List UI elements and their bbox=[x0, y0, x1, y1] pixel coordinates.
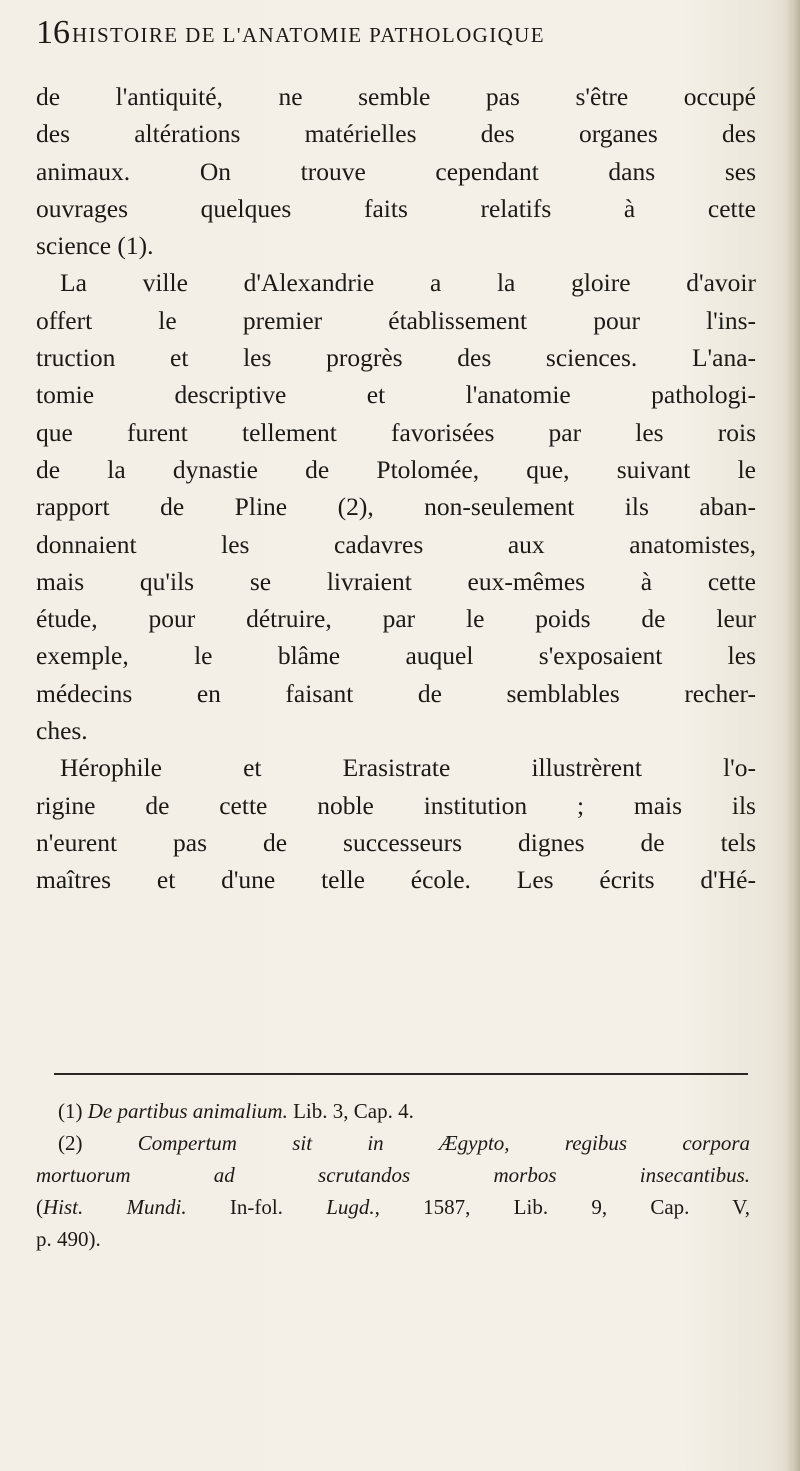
footnote-divider bbox=[54, 1073, 748, 1075]
text-line: science (1). bbox=[36, 231, 154, 261]
text-line: tomie descriptive et l'anatomie pathologi- bbox=[36, 380, 756, 410]
text-line: rigine de cette noble institution ; mais ils bbox=[36, 790, 756, 820]
footnote-marker: (2) bbox=[58, 1131, 83, 1155]
text-line: offert le premier établissement pour l'ins- bbox=[36, 305, 756, 335]
footnote-2-line-2 bbox=[36, 1159, 750, 1191]
text-line: exemple, le blâme auquel s'exposaient les bbox=[36, 641, 756, 671]
footnote-1-ref: Lib. 3, Cap. 4. bbox=[293, 1099, 414, 1123]
page-edge-shadow bbox=[786, 0, 800, 1471]
text-line: ches. bbox=[36, 716, 88, 746]
page-header bbox=[36, 10, 748, 56]
footnote-1 bbox=[36, 1095, 750, 1127]
text-line: étude, pour détruire, par le poids de leur bbox=[36, 604, 756, 634]
footnote-2-paren: ( bbox=[36, 1195, 43, 1219]
footnote-2-line-3 bbox=[36, 1191, 750, 1223]
text-line: truction et les progrès des sciences. L'ana- bbox=[36, 343, 756, 373]
text-line: maîtres et d'une telle école. Les écrits d'Hé- bbox=[36, 865, 756, 895]
page-number: 16 bbox=[36, 14, 70, 51]
footnote-2-line-1 bbox=[36, 1127, 750, 1159]
body-text bbox=[36, 78, 756, 899]
footnote-2-work: Hist. Mundi. bbox=[43, 1195, 187, 1219]
footnote-2-place: Lugd. bbox=[326, 1195, 375, 1219]
text-line: de la dynastie de Ptolomée, que, suivant le bbox=[36, 454, 756, 484]
text-line: Hérophile et Erasistrate illustrèrent l'o- bbox=[60, 753, 756, 783]
text-line: des altérations matérielles des organes des bbox=[36, 119, 756, 149]
running-title: HISTOIRE DE L'ANATOMIE PATHOLOGIQUE bbox=[72, 23, 545, 47]
footnote-2-line-4: p. 490). bbox=[36, 1227, 101, 1251]
text-line: de l'antiquité, ne semble pas s'être occupé bbox=[36, 82, 756, 111]
text-line: animaux. On trouve cependant dans ses bbox=[36, 156, 756, 186]
footnote-2-quote-b: mortuorum ad scrutandos morbos insecantibus. bbox=[36, 1163, 750, 1187]
footnote-2-quote-a: Compertum sit in Ægypto, regibus corpora bbox=[137, 1131, 750, 1155]
text-line: médecins en faisant de semblables recher- bbox=[36, 678, 756, 708]
text-line: mais qu'ils se livraient eux-mêmes à cette bbox=[36, 566, 756, 596]
text-line: rapport de Pline (2), non-seulement ils aban- bbox=[36, 492, 756, 522]
footnote-1-title: De partibus animalium. bbox=[87, 1099, 288, 1123]
text-line: La ville d'Alexandrie a la gloire d'avoir bbox=[60, 268, 756, 298]
footnote-2-ref: , 1587, Lib. 9, Cap. V, bbox=[374, 1195, 750, 1219]
footnote-marker: (1) bbox=[58, 1099, 83, 1123]
text-line: n'eurent pas de successeurs dignes de tels bbox=[36, 827, 756, 857]
text-line: donnaient les cadavres aux anatomistes, bbox=[36, 529, 756, 559]
footnote-2-format: In-fol. bbox=[229, 1195, 283, 1219]
text-line: ouvrages quelques faits relatifs à cette bbox=[36, 193, 756, 223]
footnotes bbox=[36, 1095, 750, 1255]
text-line: que furent tellement favorisées par les rois bbox=[36, 417, 756, 447]
